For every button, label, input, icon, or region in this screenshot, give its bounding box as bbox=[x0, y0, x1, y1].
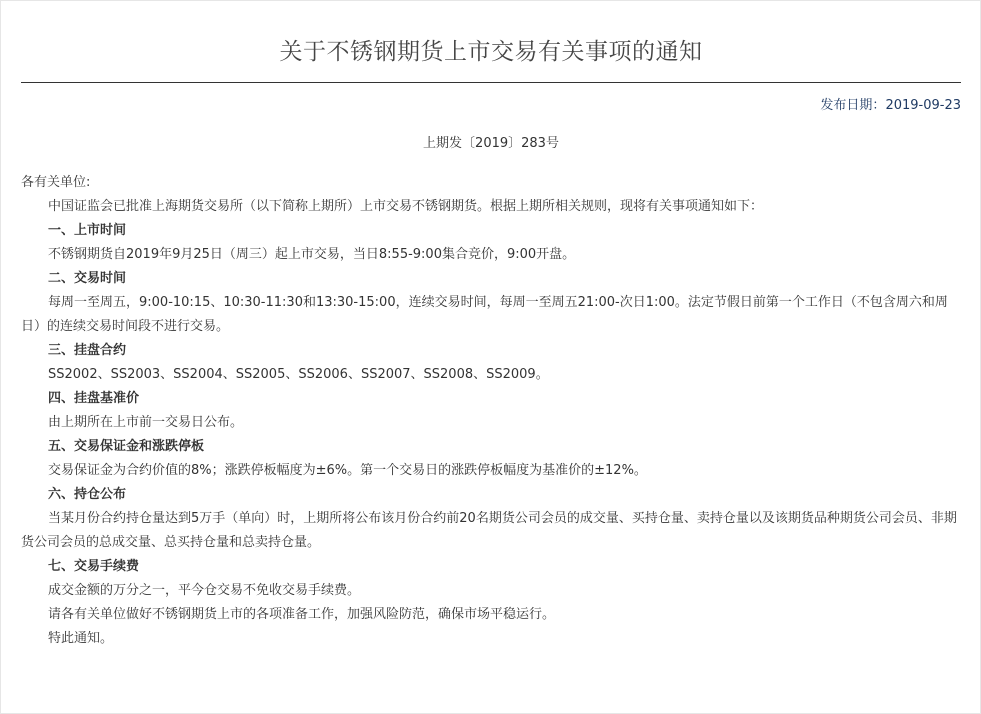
intro-paragraph: 中国证监会已批准上海期货交易所（以下简称上期所）上市交易不锈钢期货。根据上期所相关规则，现将有关事项通知如下： bbox=[48, 199, 764, 214]
section-text: 每周一至周五，9:00-10:15、10:30-11:30和13:30-15:00，连续交易时间，每周一至周五21:00-次日1:00。法定节假日前第一个工作日（不包含周六和周日）的连续交易时间段不进行交易。 bbox=[21, 295, 948, 334]
publish-date-label: 发布日期： bbox=[820, 98, 886, 113]
section-heading: 四、挂盘基准价 bbox=[48, 391, 140, 406]
section-heading: 五、交易保证金和涨跌停板 bbox=[48, 439, 205, 454]
document-number: 上期发〔2019〕283号 bbox=[423, 136, 559, 151]
section-heading: 六、持仓公布 bbox=[48, 487, 127, 502]
section-heading: 七、交易手续费 bbox=[48, 559, 140, 574]
notice-document bbox=[21, 0, 961, 651]
closing-paragraph: 请各有关单位做好不锈钢期货上市的各项准备工作，加强风险防范，确保市场平稳运行。 bbox=[48, 607, 556, 622]
section-text: 由上期所在上市前一交易日公布。 bbox=[48, 415, 244, 430]
section-text: 成交金额的万分之一，平今仓交易不免收交易手续费。 bbox=[48, 583, 361, 598]
salutation: 各有关单位: bbox=[21, 175, 91, 190]
signoff: 特此通知。 bbox=[48, 631, 114, 646]
section-heading: 三、挂盘合约 bbox=[48, 343, 127, 358]
section-heading: 一、上市时间 bbox=[48, 223, 127, 238]
section-heading: 二、交易时间 bbox=[48, 271, 127, 286]
section-text: 不锈钢期货自2019年9月25日（周三）起上市交易，当日8:55-9:00集合竞价，9:00开盘。 bbox=[48, 247, 576, 262]
publish-date-value: 2019-09-23 bbox=[885, 98, 961, 113]
title-divider bbox=[21, 82, 961, 83]
publish-date-line bbox=[21, 97, 961, 115]
section-text: 当某月份合约持仓量达到5万手（单向）时，上期所将公布该月份合约前20名期货公司会员的成交量、买持仓量、卖持仓量以及该期货品种期货公司会员、非期货公司会员的总成交量、总买持仓量和总卖持仓量。 bbox=[21, 511, 957, 550]
page-title: 关于不锈钢期货上市交易有关事项的通知 bbox=[279, 39, 703, 65]
notice-body bbox=[21, 171, 961, 651]
section-text: SS2002、SS2003、SS2004、SS2005、SS2006、SS2007、SS2008、SS2009。 bbox=[48, 367, 549, 382]
section-text: 交易保证金为合约价值的8%；涨跌停板幅度为±6%。第一个交易日的涨跌停板幅度为基准价的±12%。 bbox=[48, 463, 647, 478]
